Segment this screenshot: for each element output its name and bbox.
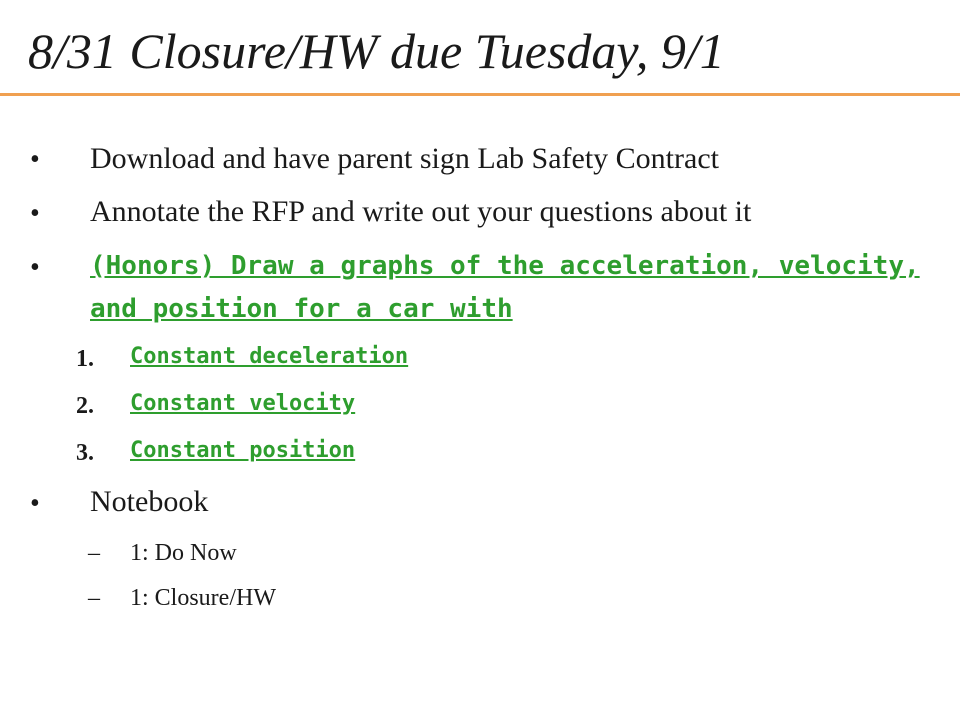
slide-title: 8/31 Closure/HW due Tuesday, 9/1 [28, 23, 725, 79]
dash-icon: – [88, 585, 100, 611]
link-constant-deceleration[interactable]: Constant deceleration [130, 344, 409, 369]
bullet-icon: • [30, 144, 40, 175]
list-number: 1. [76, 346, 94, 372]
list-number: 2. [76, 393, 94, 419]
bullet-icon: • [30, 198, 40, 229]
bullet-item-notebook: Notebook [90, 485, 209, 518]
bullet-icon: • [30, 488, 40, 519]
bullet-icon: • [30, 252, 40, 283]
notebook-item-do-now: 1: Do Now [130, 540, 237, 566]
link-constant-position[interactable]: Constant position [130, 438, 356, 463]
notebook-item-closure-hw: 1: Closure/HW [130, 585, 276, 611]
link-constant-velocity[interactable]: Constant velocity [130, 391, 356, 416]
bullet-item-lab-safety: Download and have parent sign Lab Safety Contract [90, 142, 719, 175]
list-number: 3. [76, 440, 94, 466]
title-divider [0, 93, 960, 96]
honors-assignment-link[interactable]: (Honors) Draw a graphs of the acceleration, velocity, and position for a car with [90, 251, 920, 324]
bullet-item-annotate-rfp: Annotate the RFP and write out your questions about it [90, 195, 752, 228]
dash-icon: – [88, 540, 100, 566]
